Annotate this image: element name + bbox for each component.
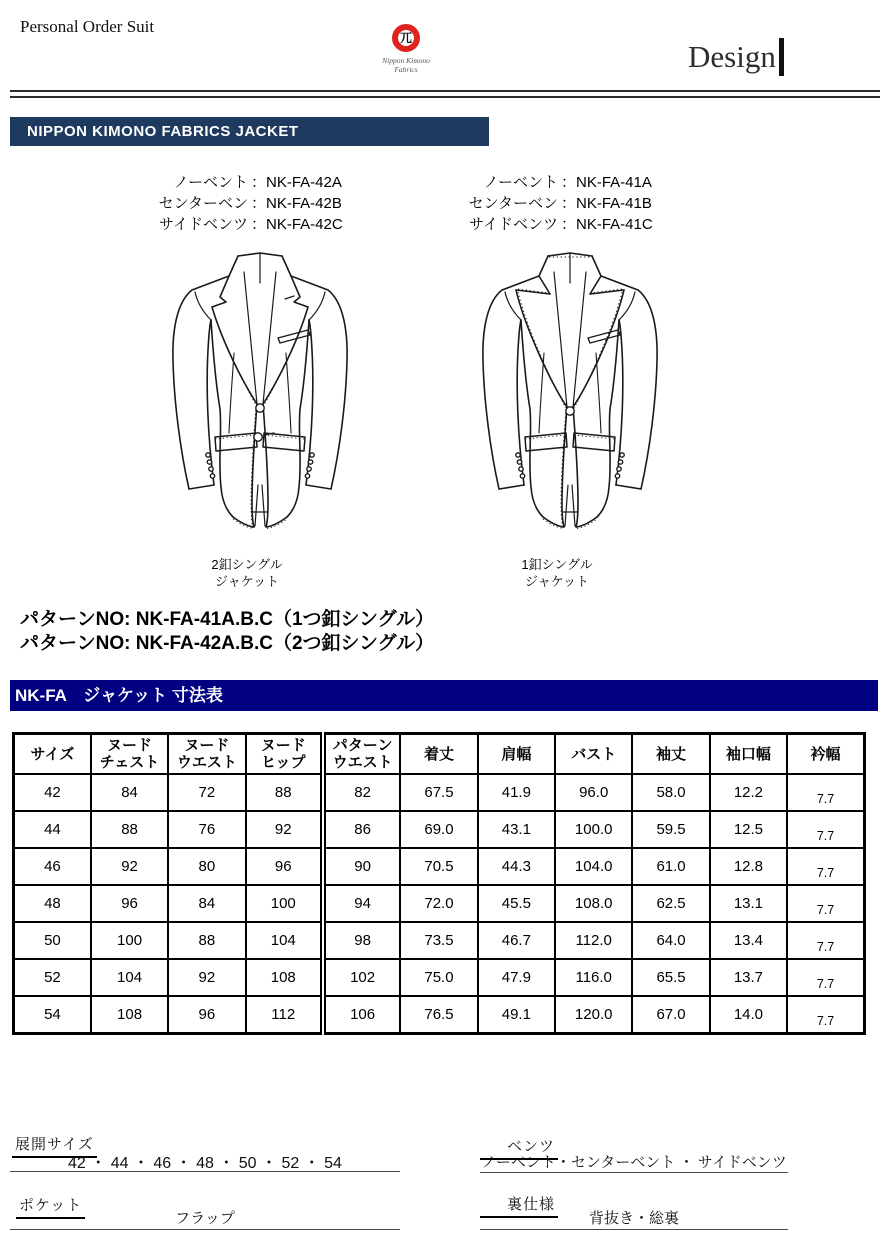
size-table-cell: 94 (323, 885, 400, 922)
size-column-header: 着丈 (400, 734, 477, 775)
jacket-caption-left: 2釦シングル ジャケット (211, 557, 283, 589)
section-banner-jacket: NIPPON KIMONO FABRICS JACKET (10, 117, 489, 146)
size-table-cell: 67.0 (632, 996, 709, 1034)
size-column-header: バスト (555, 734, 632, 775)
size-table-cell: 45.5 (478, 885, 555, 922)
spec-value-vents: ノーベント・センターベント ・ サイドベンツ (480, 1151, 788, 1173)
size-table-cell: 100 (91, 922, 168, 959)
size-table-cell: 106 (323, 996, 400, 1034)
spec-label-lining: 裏仕様 (480, 1193, 558, 1218)
size-table-cell: 13.1 (710, 885, 787, 922)
spec-value-sizes: 42 ・ 44 ・ 46 ・ 48 ・ 50 ・ 52 ・ 54 (10, 1150, 400, 1172)
size-table-cell: 12.2 (710, 774, 787, 811)
pattern-line: パターンNO: NK-FA-41A.B.C（1つ釦シングル） (20, 609, 435, 630)
variant-row: ノーベント ：NK-FA-42A (173, 174, 342, 191)
size-table-row (14, 811, 865, 848)
logo-script: Nippon Kimono Fabrics (382, 56, 430, 74)
size-column-header: 衿幅 (787, 734, 864, 775)
size-table-cell: 65.5 (632, 959, 709, 996)
size-table-cell: 14.0 (710, 996, 787, 1034)
size-table-cell: 72 (168, 774, 245, 811)
size-column-header: 袖丈 (632, 734, 709, 775)
size-table-cell: 80 (168, 848, 245, 885)
size-table-cell: 92 (246, 811, 323, 848)
size-table-cell: 92 (168, 959, 245, 996)
size-table-cell: 96 (91, 885, 168, 922)
size-table-cell: 44.3 (478, 848, 555, 885)
size-table-cell: 12.5 (710, 811, 787, 848)
jacket-1button-drawing-icon (462, 243, 678, 539)
jacket-2button-drawing-icon (152, 243, 368, 539)
spec-value-pocket: フラップ (10, 1207, 400, 1230)
variant-row: サイドベンツ ：NK-FA-42C (159, 216, 343, 233)
size-table-cell: 104 (246, 922, 323, 959)
size-table-cell: 88 (246, 774, 323, 811)
variant-row: サイドベンツ ：NK-FA-41C (469, 216, 653, 233)
size-table-cell: 76.5 (400, 996, 477, 1034)
size-table-row (14, 996, 865, 1034)
variant-row: センターベン ：NK-FA-42B (158, 195, 342, 212)
size-table-cell: 61.0 (632, 848, 709, 885)
size-table-cell: 47.9 (478, 959, 555, 996)
pattern-line: パターンNO: NK-FA-42A.B.C（2つ釦シングル） (20, 633, 435, 654)
size-column-header: ヌード チェスト (91, 734, 168, 775)
size-table-cell: 46 (14, 848, 91, 885)
size-table-cell: 108 (246, 959, 323, 996)
size-table-cell: 7.7 (787, 959, 864, 996)
size-table-row (14, 922, 865, 959)
size-table-cell: 100 (246, 885, 323, 922)
size-table-cell: 7.7 (787, 774, 864, 811)
size-table-row (14, 959, 865, 996)
size-table-cell: 58.0 (632, 774, 709, 811)
size-table-cell: 88 (168, 922, 245, 959)
size-table-cell: 96 (168, 996, 245, 1034)
size-table-body (14, 774, 865, 1034)
size-table-cell: 84 (91, 774, 168, 811)
variant-codes-right (460, 172, 670, 235)
size-table-cell: 59.5 (632, 811, 709, 848)
size-table-cell: 116.0 (555, 959, 632, 996)
size-column-header: 肩幅 (478, 734, 555, 775)
design-label: Design (688, 39, 776, 74)
size-table-cell: 100.0 (555, 811, 632, 848)
size-table-row (14, 885, 865, 922)
size-column-header: ヌード ウエスト (168, 734, 245, 775)
size-table-cell: 42 (14, 774, 91, 811)
size-table-cell: 112.0 (555, 922, 632, 959)
size-table-cell: 102 (323, 959, 400, 996)
size-table-cell: 44 (14, 811, 91, 848)
jacket-caption-right: 1釦シングル ジャケット (521, 557, 593, 589)
size-table-cell: 75.0 (400, 959, 477, 996)
spec-label-sizes: 展開サイズ (12, 1133, 97, 1158)
size-column-header: 袖口幅 (710, 734, 787, 775)
spec-label-pocket: ポケット (16, 1194, 85, 1219)
size-table-cell: 12.8 (710, 848, 787, 885)
size-table-cell: 88 (91, 811, 168, 848)
size-table-cell: 104.0 (555, 848, 632, 885)
size-table-cell: 43.1 (478, 811, 555, 848)
size-table-cell: 7.7 (787, 811, 864, 848)
brand-logo (376, 24, 436, 74)
size-table-cell: 76 (168, 811, 245, 848)
variant-codes-left (150, 172, 360, 235)
size-table-cell: 96 (246, 848, 323, 885)
size-table-cell: 84 (168, 885, 245, 922)
size-table-cell: 82 (323, 774, 400, 811)
size-column-header: サイズ (14, 734, 91, 775)
size-table-cell: 90 (323, 848, 400, 885)
brand-logo-icon (392, 24, 420, 52)
size-table-cell: 52 (14, 959, 91, 996)
size-table (12, 732, 866, 1035)
size-table-cell: 54 (14, 996, 91, 1034)
size-table-cell: 108.0 (555, 885, 632, 922)
size-table-cell: 120.0 (555, 996, 632, 1034)
size-table-cell: 96.0 (555, 774, 632, 811)
size-table-cell: 92 (91, 848, 168, 885)
pattern-numbers (20, 608, 434, 656)
size-table-cell: 73.5 (400, 922, 477, 959)
size-table-cell: 50 (14, 922, 91, 959)
size-table-cell: 64.0 (632, 922, 709, 959)
document-title: Personal Order Suit (20, 17, 155, 36)
logo-glyph: 兀 (399, 31, 412, 45)
design-heading (688, 38, 784, 76)
spec-value-lining: 背抜き・総裏 (480, 1207, 788, 1230)
size-column-header: ヌード ヒップ (246, 734, 323, 775)
size-table-cell: 67.5 (400, 774, 477, 811)
size-table-cell: 98 (323, 922, 400, 959)
size-column-header: パターン ウエスト (323, 734, 400, 775)
size-table-row (14, 848, 865, 885)
size-table-cell: 7.7 (787, 996, 864, 1034)
text-cursor (779, 38, 784, 76)
spec-label-vents: ベンツ (480, 1135, 558, 1160)
header-divider (10, 90, 880, 98)
size-table-cell: 72.0 (400, 885, 477, 922)
size-table-row (14, 774, 865, 811)
size-table-cell: 86 (323, 811, 400, 848)
size-table-cell: 108 (91, 996, 168, 1034)
size-table-cell: 41.9 (478, 774, 555, 811)
size-table-cell: 13.4 (710, 922, 787, 959)
size-table-cell: 46.7 (478, 922, 555, 959)
size-table-header-row (14, 734, 865, 775)
size-table-cell: 49.1 (478, 996, 555, 1034)
size-table-cell: 48 (14, 885, 91, 922)
size-table-cell: 112 (246, 996, 323, 1034)
size-table-cell: 69.0 (400, 811, 477, 848)
size-table-cell: 104 (91, 959, 168, 996)
size-table-cell: 7.7 (787, 885, 864, 922)
variant-row: ノーベント ：NK-FA-41A (483, 174, 652, 191)
size-table-cell: 62.5 (632, 885, 709, 922)
size-table-cell: 7.7 (787, 922, 864, 959)
size-table-cell: 13.7 (710, 959, 787, 996)
variant-row: センターベン ：NK-FA-41B (468, 195, 652, 212)
size-table-cell: 7.7 (787, 848, 864, 885)
section-banner-size-table: NK-FA ジャケット 寸法表 (10, 680, 878, 711)
size-table-cell: 70.5 (400, 848, 477, 885)
